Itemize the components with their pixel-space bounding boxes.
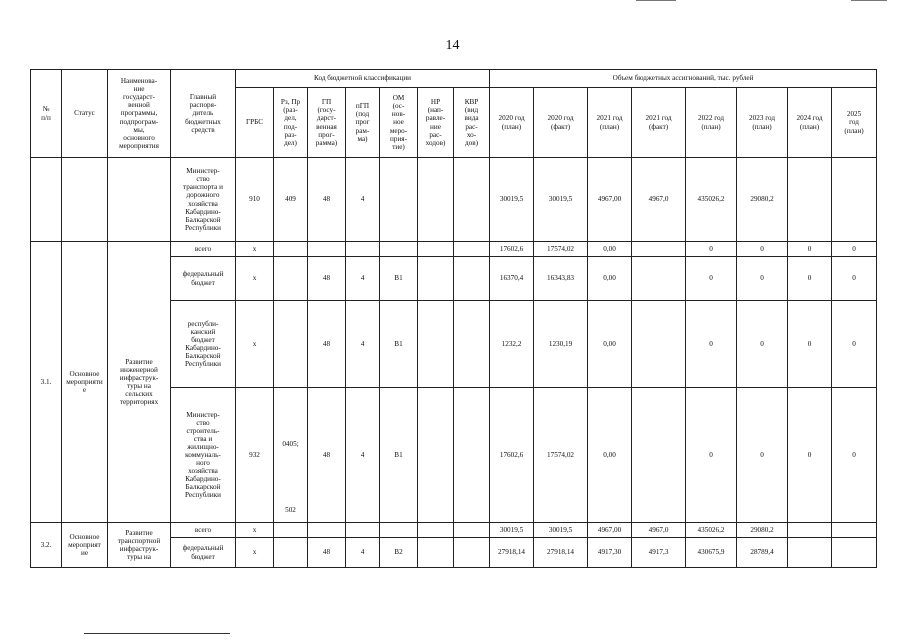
- col-header-year: 2021 год (план): [588, 88, 632, 158]
- cell-value: 0: [832, 301, 877, 388]
- col-group-volume: Объем бюджетных ассигнований, тыс. рублей: [490, 70, 877, 88]
- cell-code: [454, 523, 490, 538]
- cell-value: 0: [788, 301, 832, 388]
- cell-value: 29080,2: [737, 158, 788, 242]
- cell-code: В1: [380, 257, 418, 301]
- cell-code: [418, 242, 454, 257]
- cell-value: 4917,3: [632, 538, 686, 568]
- cell-value: 0,00: [588, 257, 632, 301]
- cell-value: 17602,6: [490, 242, 534, 257]
- cell-value: 30019,5: [490, 523, 534, 538]
- col-header-grbs: ГРБС: [236, 88, 274, 158]
- cell-code: 48: [308, 158, 346, 242]
- cell-value: 4967,0: [632, 523, 686, 538]
- cell-status: Основное мероприят ие: [62, 523, 108, 568]
- col-header-gp: ГП (госу- дарст- венная прог- рамма): [308, 88, 346, 158]
- cell-code: [308, 523, 346, 538]
- cell-value: 0: [832, 257, 877, 301]
- cell-status: Основное мероприяти е: [62, 242, 108, 523]
- cell-code: [274, 242, 308, 257]
- cell-value: 0: [788, 242, 832, 257]
- cell-code: [418, 257, 454, 301]
- cell-value: 27918,14: [490, 538, 534, 568]
- col-header-year: 2022 год (план): [686, 88, 737, 158]
- cell-value: 16343,83: [534, 257, 588, 301]
- col-header-year: 2024 год (план): [788, 88, 832, 158]
- cell-code: В1: [380, 388, 418, 523]
- cell-value: 4967,0: [632, 158, 686, 242]
- cell-admin: республи- канский бюджет Кабардино- Балкарской Республики: [171, 301, 236, 388]
- budget-allocation-table: [30, 69, 877, 568]
- top-rule: [851, 0, 887, 1]
- cell-value: 0: [686, 301, 737, 388]
- cell-value: [832, 158, 877, 242]
- cell-code: [454, 257, 490, 301]
- cell-code: 48: [308, 301, 346, 388]
- rz-pr-value: 502: [285, 505, 296, 514]
- cell-code: 48: [308, 388, 346, 523]
- cell-code: 48: [308, 538, 346, 568]
- cell-code: [380, 242, 418, 257]
- cell-number: 3.2.: [31, 523, 62, 568]
- cell-code-rz-pr: [274, 388, 308, 523]
- col-header-kvr: КВР (вид вида рас- хо- дов): [454, 88, 490, 158]
- cell-name: Развитие транспортной инфраструк- туры на: [108, 523, 171, 568]
- cell-admin: всего: [171, 523, 236, 538]
- cell-value: 17574,02: [534, 388, 588, 523]
- cell-code: 932: [236, 388, 274, 523]
- cell-code: 4: [346, 538, 380, 568]
- col-header-om: ОМ (ос- нов- ное меро- прия- тие): [380, 88, 418, 158]
- cell-code: [454, 158, 490, 242]
- cell-code: [274, 523, 308, 538]
- cell-value: 0: [686, 388, 737, 523]
- cell-value: 27918,14: [534, 538, 588, 568]
- top-rule: [636, 0, 676, 1]
- cell-value: [632, 301, 686, 388]
- cell-code: [380, 523, 418, 538]
- cell-code: [418, 538, 454, 568]
- cell-value: 0,00: [588, 301, 632, 388]
- cell-value: 0,00: [588, 388, 632, 523]
- cell-value: [832, 538, 877, 568]
- cell-number: 3.1.: [31, 242, 62, 523]
- page-number: 14: [445, 38, 460, 53]
- col-header-year: 2021 год (факт): [632, 88, 686, 158]
- cell-admin: Министер- ство транспорта и дорожного хозяйства Кабардино- Балкарской Республики: [171, 158, 236, 242]
- cell-code: В1: [380, 301, 418, 388]
- cell-empty: [62, 158, 108, 242]
- cell-value: 0,00: [588, 242, 632, 257]
- cell-value: 17574,02: [534, 242, 588, 257]
- col-header-number: № п/п: [31, 70, 62, 158]
- cell-code: х: [236, 257, 274, 301]
- rz-pr-value: 0405;: [282, 440, 299, 448]
- cell-code: [346, 242, 380, 257]
- cell-code: 48: [308, 257, 346, 301]
- cell-value: 4917,30: [588, 538, 632, 568]
- header-row: [31, 70, 877, 88]
- table-row: [31, 242, 877, 257]
- col-header-status: Статус: [62, 70, 108, 158]
- cell-value: 1232,2: [490, 301, 534, 388]
- cell-value: 435026,2: [686, 158, 737, 242]
- col-header-year: 2023 год (план): [737, 88, 788, 158]
- col-group-budget-codes: Код бюджетной классификации: [236, 70, 490, 88]
- cell-admin: федеральный бюджет: [171, 538, 236, 568]
- cell-code: [454, 538, 490, 568]
- cell-value: 16370,4: [490, 257, 534, 301]
- cell-code: [454, 242, 490, 257]
- cell-value: 0: [832, 388, 877, 523]
- col-header-pgp: пГП (под прог рам- ма): [346, 88, 380, 158]
- cell-value: 0: [737, 388, 788, 523]
- cell-value: [632, 257, 686, 301]
- cell-code: 409: [274, 158, 308, 242]
- cell-admin: Министер- ство строитель- ства и жилищно- коммуналь- ного хозяйства Кабардино- Балкарской Республики: [171, 388, 236, 523]
- cell-value: [788, 538, 832, 568]
- cell-value: 4967,00: [588, 523, 632, 538]
- col-header-name: Наименова- ние государст- венной программы, подпрограм- мы, основного мероприятия: [108, 70, 171, 158]
- cell-value: 17602,6: [490, 388, 534, 523]
- table-row: [31, 523, 877, 538]
- cell-empty: [108, 158, 171, 242]
- col-header-admin: Главный распоря- дитель бюджетных средств: [171, 70, 236, 158]
- cell-code: х: [236, 242, 274, 257]
- cell-value: 0: [788, 257, 832, 301]
- footnote-rule: [84, 633, 230, 634]
- cell-code: [346, 523, 380, 538]
- cell-code: х: [236, 301, 274, 388]
- cell-value: 0: [737, 257, 788, 301]
- cell-code: [380, 158, 418, 242]
- cell-code: В2: [380, 538, 418, 568]
- cell-value: 0: [686, 242, 737, 257]
- cell-code: 4: [346, 257, 380, 301]
- cell-code: [454, 388, 490, 523]
- cell-empty: [31, 158, 62, 242]
- cell-code: 4: [346, 301, 380, 388]
- cell-code: [418, 301, 454, 388]
- cell-code: [274, 257, 308, 301]
- cell-admin: федеральный бюджет: [171, 257, 236, 301]
- cell-value: 28789,4: [737, 538, 788, 568]
- cell-value: 430675,9: [686, 538, 737, 568]
- cell-value: 30019,5: [534, 158, 588, 242]
- cell-value: 4967,00: [588, 158, 632, 242]
- col-header-year: 2020 год (факт): [534, 88, 588, 158]
- cell-value: [632, 242, 686, 257]
- cell-value: [632, 388, 686, 523]
- cell-value: 435026,2: [686, 523, 737, 538]
- col-header-year: 2025 год (план): [832, 88, 877, 158]
- cell-code: 4: [346, 388, 380, 523]
- cell-code: [418, 523, 454, 538]
- cell-code: [418, 388, 454, 523]
- cell-code: [418, 158, 454, 242]
- cell-code: 910: [236, 158, 274, 242]
- cell-value: 1230,19: [534, 301, 588, 388]
- cell-code: [274, 538, 308, 568]
- cell-value: [788, 158, 832, 242]
- cell-value: 30019,5: [490, 158, 534, 242]
- cell-value: 30019,5: [534, 523, 588, 538]
- cell-admin: всего: [171, 242, 236, 257]
- cell-value: 0: [788, 388, 832, 523]
- cell-value: 29080,2: [737, 523, 788, 538]
- cell-code: х: [236, 523, 274, 538]
- cell-code: [454, 301, 490, 388]
- table-row: [31, 158, 877, 242]
- cell-code: [274, 301, 308, 388]
- cell-code: [308, 242, 346, 257]
- cell-code: х: [236, 538, 274, 568]
- cell-value: [788, 523, 832, 538]
- col-header-rz-pr: Рз, Пр (раз- дел, под- раз- дел): [274, 88, 308, 158]
- cell-name: Развитие инженерной инфраструк- туры на сельских территориях: [108, 242, 171, 523]
- col-header-nr: НР (нап- равле- ние рас- ходов): [418, 88, 454, 158]
- cell-value: 0: [737, 242, 788, 257]
- cell-code: 4: [346, 158, 380, 242]
- cell-value: 0: [832, 242, 877, 257]
- col-header-year: 2020 год (план): [490, 88, 534, 158]
- cell-value: [832, 523, 877, 538]
- cell-value: 0: [737, 301, 788, 388]
- cell-value: 0: [686, 257, 737, 301]
